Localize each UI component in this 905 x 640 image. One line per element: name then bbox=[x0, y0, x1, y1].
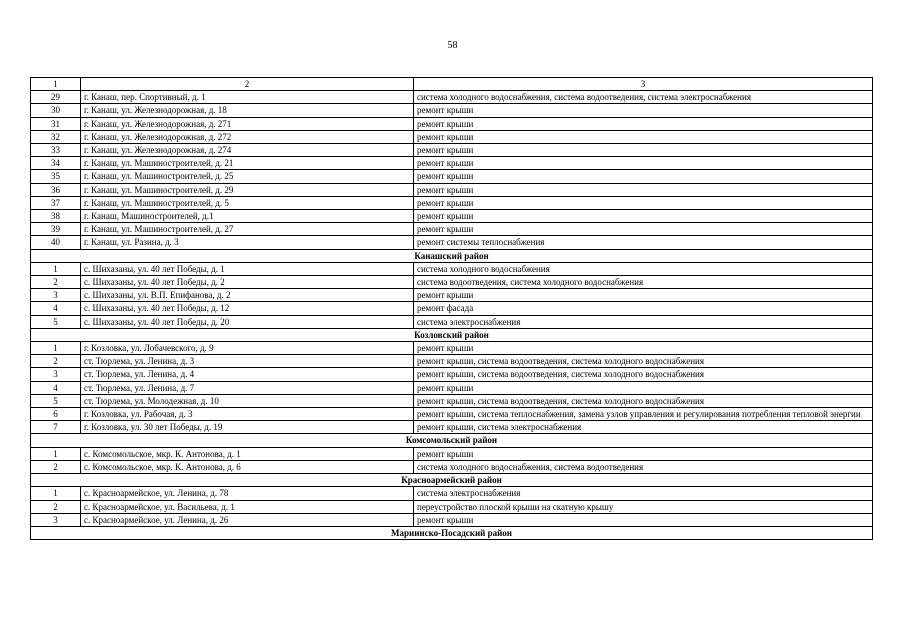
address-cell: г. Козловка, ул. Рабочая, д. 3 bbox=[81, 408, 414, 421]
address-cell: г. Канаш, ул. Железнодорожная, д. 271 bbox=[81, 117, 414, 130]
address-cell: с. Комсомольское, мкр. К. Антонова, д. 1 bbox=[81, 447, 414, 460]
header-cell-address: 2 bbox=[81, 78, 414, 91]
table-row bbox=[31, 210, 873, 223]
address-cell: с. Шихазаны, ул. 40 лет Победы, д. 1 bbox=[81, 262, 414, 275]
address-cell: г. Канаш, Машиностроителей, д.1 bbox=[81, 210, 414, 223]
table-row bbox=[31, 513, 873, 526]
table-row bbox=[31, 421, 873, 434]
works-cell: ремонт крыши bbox=[414, 183, 873, 196]
table-row bbox=[31, 104, 873, 117]
works-cell: ремонт крыши bbox=[414, 196, 873, 209]
table-row bbox=[31, 130, 873, 143]
district-name: Канашский район bbox=[31, 249, 873, 262]
row-number: 39 bbox=[31, 223, 81, 236]
address-cell: г. Козловка, ул. Лобачевского, д. 9 bbox=[81, 342, 414, 355]
table-row bbox=[31, 196, 873, 209]
address-cell: ст. Тюрлема, ул. Ленина, д. 3 bbox=[81, 355, 414, 368]
row-number: 32 bbox=[31, 130, 81, 143]
header-cell-works: 3 bbox=[414, 78, 873, 91]
row-number: 33 bbox=[31, 144, 81, 157]
works-cell: ремонт крыши bbox=[414, 104, 873, 117]
works-cell: ремонт крыши bbox=[414, 381, 873, 394]
table-row bbox=[31, 223, 873, 236]
row-number: 38 bbox=[31, 210, 81, 223]
table-row bbox=[31, 315, 873, 328]
address-cell: с. Комсомольское, мкр. К. Антонова, д. 6 bbox=[81, 460, 414, 473]
row-number: 30 bbox=[31, 104, 81, 117]
district-heading-row bbox=[31, 328, 873, 341]
address-cell: г. Канаш, пер. Спортивный, д. 1 bbox=[81, 91, 414, 104]
table-row bbox=[31, 394, 873, 407]
row-number: 2 bbox=[31, 355, 81, 368]
district-name: Мариинско-Посадский район bbox=[31, 526, 873, 539]
table-row bbox=[31, 262, 873, 275]
row-number: 4 bbox=[31, 381, 81, 394]
address-cell: г. Канаш, ул. Железнодорожная, д. 272 bbox=[81, 130, 414, 143]
page-number: 58 bbox=[447, 40, 458, 51]
row-number: 37 bbox=[31, 196, 81, 209]
works-cell: ремонт крыши bbox=[414, 117, 873, 130]
table-row bbox=[31, 381, 873, 394]
table-row bbox=[31, 117, 873, 130]
table-row bbox=[31, 236, 873, 249]
works-cell: ремонт системы теплоснабжения bbox=[414, 236, 873, 249]
address-cell: с. Красноармейское, ул. Васильева, д. 1 bbox=[81, 500, 414, 513]
address-cell: г. Канаш, ул. Машиностроителей, д. 5 bbox=[81, 196, 414, 209]
row-number: 1 bbox=[31, 342, 81, 355]
address-cell: г. Канаш, ул. Машиностроителей, д. 29 bbox=[81, 183, 414, 196]
district-name: Козловский район bbox=[31, 328, 873, 341]
works-cell: ремонт крыши bbox=[414, 513, 873, 526]
address-cell: с. Красноармейское, ул. Ленина, д. 26 bbox=[81, 513, 414, 526]
district-name: Комсомольский район bbox=[31, 434, 873, 447]
address-cell: ст. Тюрлема, ул. Молодежная, д. 10 bbox=[81, 394, 414, 407]
address-cell: г. Канаш, ул. Железнодорожная, д. 274 bbox=[81, 144, 414, 157]
table-row bbox=[31, 144, 873, 157]
header-row bbox=[31, 78, 873, 91]
district-heading-row bbox=[31, 434, 873, 447]
row-number: 5 bbox=[31, 394, 81, 407]
row-number: 6 bbox=[31, 408, 81, 421]
works-cell: ремонт крыши, система водоотведения, система холодного водоснабжения bbox=[414, 368, 873, 381]
row-number: 40 bbox=[31, 236, 81, 249]
row-number: 2 bbox=[31, 500, 81, 513]
row-number: 34 bbox=[31, 157, 81, 170]
address-cell: ст. Тюрлема, ул. Ленина, д. 7 bbox=[81, 381, 414, 394]
row-number: 2 bbox=[31, 276, 81, 289]
works-cell: система электроснабжения bbox=[414, 315, 873, 328]
table-body bbox=[31, 78, 873, 540]
address-cell: ст. Тюрлема, ул. Ленина, д. 4 bbox=[81, 368, 414, 381]
row-number: 3 bbox=[31, 513, 81, 526]
row-number: 1 bbox=[31, 487, 81, 500]
works-cell: ремонт крыши bbox=[414, 447, 873, 460]
address-cell: с. Шихазаны, ул. 40 лет Победы, д. 2 bbox=[81, 276, 414, 289]
address-cell: с. Шихазаны, ул. 40 лет Победы, д. 20 bbox=[81, 315, 414, 328]
works-cell: система водоотведения, система холодного водоснабжения bbox=[414, 276, 873, 289]
row-number: 3 bbox=[31, 368, 81, 381]
works-cell: ремонт крыши bbox=[414, 210, 873, 223]
address-cell: с. Шихазаны, ул. 40 лет Победы, д. 12 bbox=[81, 302, 414, 315]
works-cell: ремонт крыши, система водоотведения, система холодного водоснабжения bbox=[414, 394, 873, 407]
table-row bbox=[31, 302, 873, 315]
table-row bbox=[31, 368, 873, 381]
row-number: 36 bbox=[31, 183, 81, 196]
address-cell: с. Шихазаны, ул. В.П. Епифанова, д. 2 bbox=[81, 289, 414, 302]
works-cell: ремонт крыши bbox=[414, 157, 873, 170]
table-row bbox=[31, 342, 873, 355]
works-cell: система холодного водоснабжения bbox=[414, 262, 873, 275]
table-row bbox=[31, 500, 873, 513]
works-cell: ремонт крыши bbox=[414, 342, 873, 355]
district-heading-row bbox=[31, 474, 873, 487]
works-cell: ремонт крыши bbox=[414, 289, 873, 302]
table-row bbox=[31, 170, 873, 183]
row-number: 35 bbox=[31, 170, 81, 183]
table-row bbox=[31, 289, 873, 302]
table-row bbox=[31, 487, 873, 500]
table-row bbox=[31, 183, 873, 196]
works-cell: ремонт фасада bbox=[414, 302, 873, 315]
address-cell: г. Козловка, ул. 30 лет Победы, д. 19 bbox=[81, 421, 414, 434]
table-row bbox=[31, 460, 873, 473]
works-cell: ремонт крыши bbox=[414, 170, 873, 183]
table-row bbox=[31, 355, 873, 368]
works-cell: ремонт крыши bbox=[414, 223, 873, 236]
table-row bbox=[31, 408, 873, 421]
works-cell: ремонт крыши bbox=[414, 144, 873, 157]
header-cell-number: 1 bbox=[31, 78, 81, 91]
works-cell: система холодного водоснабжения, система водоотведения bbox=[414, 460, 873, 473]
row-number: 1 bbox=[31, 262, 81, 275]
address-cell: г. Канаш, ул. Машиностроителей, д. 27 bbox=[81, 223, 414, 236]
district-heading-row bbox=[31, 526, 873, 539]
row-number: 7 bbox=[31, 421, 81, 434]
table-row bbox=[31, 91, 873, 104]
row-number: 29 bbox=[31, 91, 81, 104]
address-cell: г. Канаш, ул. Машиностроителей, д. 25 bbox=[81, 170, 414, 183]
row-number: 1 bbox=[31, 447, 81, 460]
row-number: 3 bbox=[31, 289, 81, 302]
table-row bbox=[31, 276, 873, 289]
repair-table bbox=[30, 77, 873, 540]
works-cell: ремонт крыши bbox=[414, 130, 873, 143]
district-name: Красноармейский район bbox=[31, 474, 873, 487]
row-number: 31 bbox=[31, 117, 81, 130]
address-cell: с. Красноармейское, ул. Ленина, д. 78 bbox=[81, 487, 414, 500]
works-cell: переустройство плоской крыши на скатную крышу bbox=[414, 500, 873, 513]
table-row bbox=[31, 447, 873, 460]
works-cell: ремонт крыши, система электроснабжения bbox=[414, 421, 873, 434]
table-row bbox=[31, 157, 873, 170]
row-number: 4 bbox=[31, 302, 81, 315]
address-cell: г. Канаш, ул. Железнодорожная, д. 18 bbox=[81, 104, 414, 117]
works-cell: ремонт крыши, система теплоснабжения, замена узлов управления и регулирования потребления тепловой энергии bbox=[414, 408, 873, 421]
address-cell: г. Канаш, ул. Разина, д. 3 bbox=[81, 236, 414, 249]
works-cell: ремонт крыши, система водоотведения, система холодного водоснабжения bbox=[414, 355, 873, 368]
district-heading-row bbox=[31, 249, 873, 262]
row-number: 5 bbox=[31, 315, 81, 328]
works-cell: система холодного водоснабжения, система водоотведения, система электроснабжения bbox=[414, 91, 873, 104]
address-cell: г. Канаш, ул. Машиностроителей, д. 21 bbox=[81, 157, 414, 170]
row-number: 2 bbox=[31, 460, 81, 473]
works-cell: система электроснабжения bbox=[414, 487, 873, 500]
